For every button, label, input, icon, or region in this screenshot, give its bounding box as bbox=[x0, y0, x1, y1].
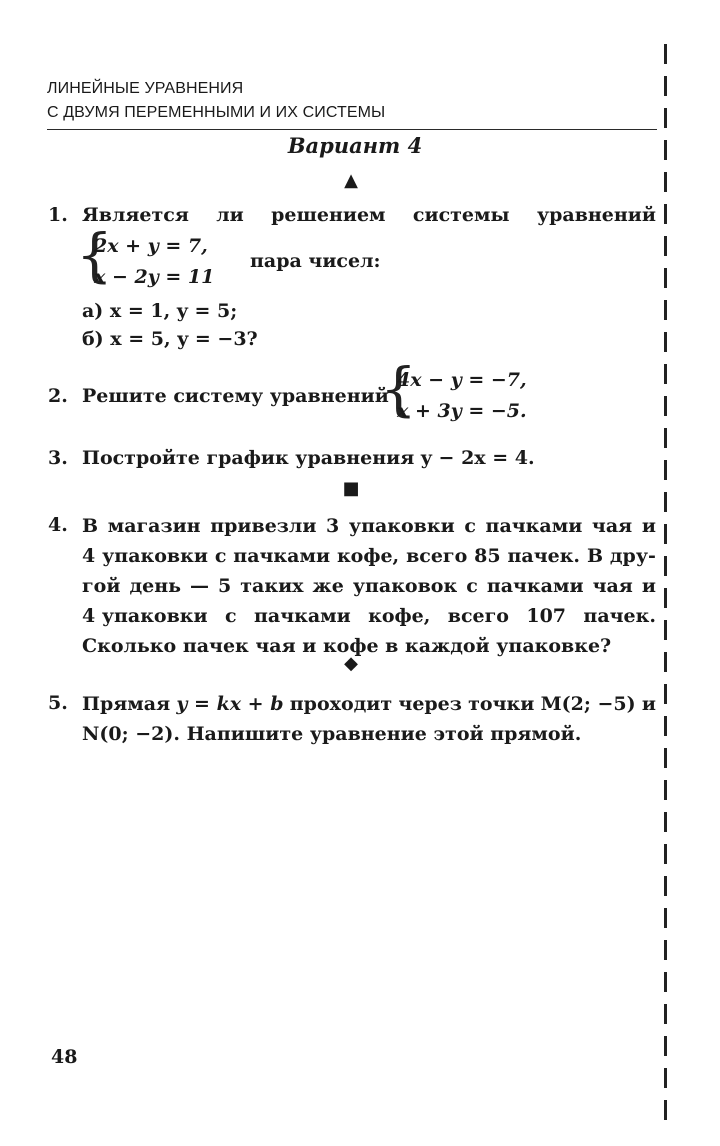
cut-line bbox=[664, 44, 667, 1129]
word: через bbox=[398, 693, 462, 715]
word: привезли bbox=[210, 515, 317, 537]
problem-1-eq-2: x − 2y = 11 bbox=[94, 266, 215, 288]
problem-5-text bbox=[82, 689, 656, 749]
word: точки bbox=[468, 693, 535, 715]
problem-2-eq-1: 4x − y = −7, bbox=[397, 369, 527, 391]
word: кофе, bbox=[336, 545, 400, 567]
system-brace: { bbox=[380, 355, 417, 423]
word: Прямая bbox=[82, 693, 171, 715]
triangle-level-icon: ▲ bbox=[344, 170, 358, 191]
point: M(2; −5) bbox=[540, 693, 636, 715]
word: же bbox=[312, 575, 344, 597]
word: всего bbox=[447, 605, 509, 627]
word: пачками bbox=[233, 545, 331, 567]
word: ли bbox=[216, 204, 244, 226]
variant-title: Вариант 4 bbox=[287, 133, 423, 158]
word: чая bbox=[591, 515, 633, 537]
word: кофе, bbox=[368, 605, 431, 627]
header-line-2: С ДВУМЯ ПЕРЕМЕННЫМИ И ИХ СИСТЕМЫ bbox=[47, 104, 386, 121]
problem-1-option-a: а) x = 1, y = 5; bbox=[82, 300, 238, 322]
word: упаковок bbox=[352, 575, 458, 597]
word: Сколько пачек чая и кофе в каждой упаковке? bbox=[82, 635, 612, 657]
text-line bbox=[82, 719, 656, 749]
word: 4 bbox=[82, 545, 96, 567]
problem-2-eq-2: x + 3y = −5. bbox=[397, 400, 527, 422]
problem-3-number: 3. bbox=[48, 447, 68, 469]
word: пачками bbox=[486, 575, 584, 597]
word: пачками bbox=[485, 515, 583, 537]
problem-1-eq-1: 2x + y = 7, bbox=[94, 235, 208, 257]
word: с bbox=[466, 575, 478, 597]
word: с bbox=[464, 515, 476, 537]
square-level-icon: ■ bbox=[342, 478, 360, 499]
text-line bbox=[82, 541, 656, 571]
system-brace: { bbox=[76, 221, 113, 289]
word: день bbox=[129, 575, 181, 597]
word: В bbox=[82, 515, 99, 537]
problem-1-pair-label: пара чисел: bbox=[250, 250, 381, 272]
problem-1-intro bbox=[82, 204, 656, 226]
word: 4 упаковки bbox=[82, 605, 208, 627]
word: системы bbox=[412, 204, 510, 226]
problem-4-text bbox=[82, 511, 656, 661]
text-line bbox=[82, 689, 656, 719]
page-header bbox=[47, 77, 657, 130]
word: магазин bbox=[107, 515, 201, 537]
word: гой bbox=[82, 575, 121, 597]
word: 107 bbox=[526, 605, 567, 627]
text-line bbox=[82, 571, 656, 601]
formula: y = kx + b bbox=[176, 693, 284, 715]
word: пачками bbox=[253, 605, 351, 627]
problem-3-text: Постройте график уравнения y − 2x = 4. bbox=[82, 447, 535, 469]
problem-1-option-b: б) x = 5, y = −3? bbox=[82, 328, 258, 350]
word: и bbox=[641, 575, 656, 597]
word: пачек. bbox=[583, 605, 656, 627]
problem-5-number: 5. bbox=[48, 692, 68, 714]
word: 85 bbox=[474, 545, 501, 567]
word: Является bbox=[82, 204, 189, 226]
word: упаковки bbox=[348, 515, 455, 537]
word: дру- bbox=[609, 545, 656, 567]
word: В bbox=[586, 545, 603, 567]
word: с bbox=[214, 545, 227, 567]
word: — bbox=[190, 575, 210, 597]
word: с bbox=[225, 605, 237, 627]
diamond-level-icon: ◆ bbox=[344, 653, 358, 674]
text-line bbox=[82, 511, 656, 541]
text-line bbox=[82, 631, 656, 661]
word: чая bbox=[592, 575, 633, 597]
problem-4-number: 4. bbox=[48, 514, 68, 536]
word: N(0; −2). Напишите уравнение этой прямой. bbox=[82, 723, 582, 745]
problem-2-number: 2. bbox=[48, 385, 68, 407]
word: упаковки bbox=[102, 545, 208, 567]
text-line bbox=[82, 601, 656, 631]
word: 3 bbox=[326, 515, 340, 537]
word: 5 bbox=[218, 575, 232, 597]
word: таких bbox=[240, 575, 304, 597]
problem-2-text: Решите систему уравнений bbox=[82, 385, 389, 407]
page-number: 48 bbox=[51, 1046, 78, 1068]
word: пачек. bbox=[507, 545, 581, 567]
word: проходит bbox=[289, 693, 393, 715]
header-rule bbox=[47, 129, 657, 130]
word: и bbox=[641, 693, 656, 715]
word: всего bbox=[406, 545, 468, 567]
header-line-1: ЛИНЕЙНЫЕ УРАВНЕНИЯ bbox=[47, 80, 244, 97]
word: и bbox=[641, 515, 656, 537]
word: решением bbox=[271, 204, 386, 226]
word: уравнений bbox=[536, 204, 656, 226]
problem-1-number: 1. bbox=[48, 204, 68, 226]
